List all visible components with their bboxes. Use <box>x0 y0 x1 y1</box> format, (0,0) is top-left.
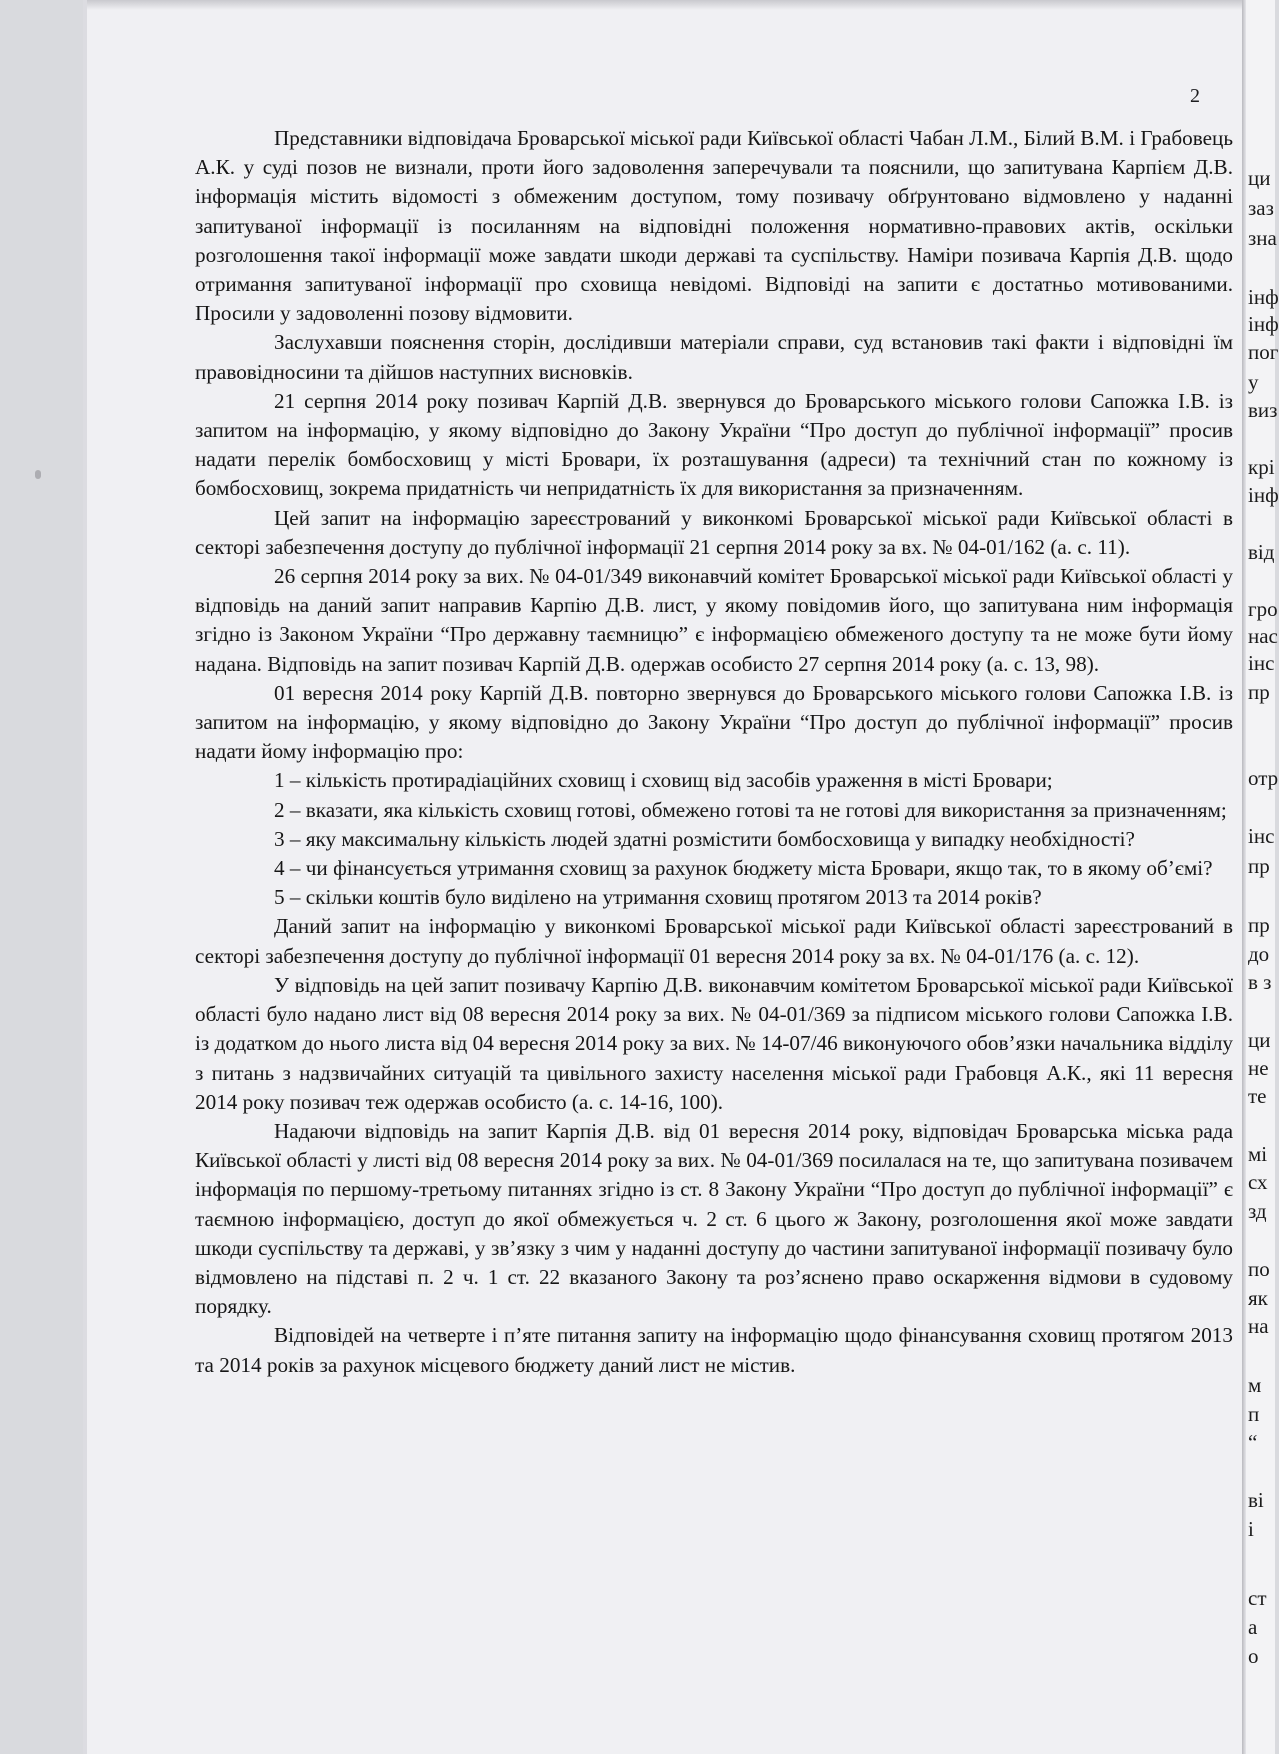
adjacent-text-fragment: інф <box>1248 483 1279 507</box>
list-item: 2 – вказати, яка кількість сховищ готові, обмежено готові та не готові для використання за призначенням; <box>274 797 1227 822</box>
list-item: 4 – чи фінансується утримання сховищ за рахунок бюджету міста Бровари, якщо так, то в якому об’ємі? <box>274 856 1213 881</box>
adjacent-text-fragment: ві <box>1248 1488 1264 1512</box>
adjacent-text-fragment: отр <box>1248 766 1279 790</box>
adjacent-text-fragment: сх <box>1248 1170 1268 1194</box>
paragraph: Даний запит на інформацію у виконкомі Броварської міської ради Київської області зареєстрований в секторі забезпечення доступу до публічної інформації 01 вересня 2014 року за вх. № 04-01/176 (а. с. 12). <box>195 914 1233 968</box>
adjacent-text-fragment: не <box>1248 1056 1269 1080</box>
adjacent-text-fragment: “ <box>1248 1430 1258 1454</box>
adjacent-text-fragment: на <box>1248 1314 1269 1338</box>
adjacent-text-fragment: до <box>1248 942 1270 966</box>
adjacent-text-fragment: те <box>1248 1084 1267 1108</box>
adjacent-text-fragment: у <box>1248 370 1259 394</box>
adjacent-text-fragment: ци <box>1248 1028 1271 1052</box>
scan-shadow <box>83 0 1242 10</box>
list-item: 1 – кількість протирадіаційних сховищ і сховищ від засобів ураження в місті Бровари; <box>274 768 1053 793</box>
adjacent-text-fragment: зд <box>1248 1199 1267 1223</box>
paragraph: 01 вересня 2014 року Карпій Д.В. повторно звернувся до Броварського міського голови Сапожка І.В. із запитом на інформацію, у якому відповідно до Закону України “Про доступ до публічної інформації” просив надати йому інформацію про: <box>195 680 1233 764</box>
adjacent-page-edge <box>1242 0 1279 1754</box>
paragraph: Заслухавши пояснення сторін, дослідивши матеріали справи, суд встановив такі факти і відповідні їм правовідносини та дійшов наступних висновків. <box>195 330 1233 384</box>
adjacent-text-fragment: гро <box>1248 597 1278 621</box>
paragraph: Цей запит на інформацію зареєстрований у виконкомі Броварської міської ради Київської області в секторі забезпечення доступу до публічної інформації 21 серпня 2014 року за вх. № 04-01/162 (а. с. 11). <box>195 505 1233 559</box>
adjacent-text-fragment: пр <box>1248 854 1270 878</box>
paragraph: У відповідь на цей запит позивачу Карпію Д.В. виконавчим комітетом Броварської міської ради Київської області було надано лист від 08 вересня 2014 року за вих. № 04-01/369 за підписом міського голови Сапожка І.В. із додатком до нього листа від 04 вересня 2014 року за вих. № 14-07/46 виконуючого обов’язки начальника відділу з питань з надзвичайних ситуацій та цивільного захисту населення міської ради Грабовця А.К., які 11 вересня 2014 року позивач теж одержав особисто (а. с. 14-16, 100). <box>195 972 1233 1114</box>
adjacent-text-fragment: інф <box>1248 312 1279 336</box>
adjacent-text-fragment: як <box>1248 1286 1268 1310</box>
adjacent-text-fragment: м <box>1248 1373 1262 1397</box>
adjacent-text-fragment: інс <box>1248 651 1275 675</box>
list-item: 3 – яку максимальну кількість людей здатні розмістити бомбосховища у випадку необхідності? <box>274 826 1135 851</box>
paragraph: Відповідей на четверте і п’яте питання запиту на інформацію щодо фінансування сховищ протягом 2013 та 2014 років за рахунок місцевого бюджету даний лист не містив. <box>195 1323 1233 1377</box>
adjacent-text-fragment: по <box>1248 1257 1270 1281</box>
page-edge <box>83 0 87 1754</box>
adjacent-text-fragment: заз <box>1248 196 1274 220</box>
page-fold <box>1242 0 1246 1754</box>
adjacent-text-fragment: пр <box>1248 680 1270 704</box>
adjacent-text-fragment: п <box>1248 1402 1260 1426</box>
adjacent-text-fragment: виз <box>1248 398 1278 422</box>
adjacent-text-fragment: інс <box>1248 824 1275 848</box>
paragraph: 26 серпня 2014 року за вих. № 04-01/349 виконавчий комітет Броварської міської ради Київської області у відповідь на даний запит направив Карпію Д.В. лист, у якому повідомив його, що запитувана ним інформація згідно із Законом України “Про державну таємницю” є інформацією обмеженого доступу та не може бути йому надана. Відповідь на запит позивач Карпій Д.В. одержав особисто 27 серпня 2014 року (а. с. 13, 98). <box>195 564 1233 676</box>
list-item: 5 – скільки коштів було виділено на утримання сховищ протягом 2013 та 2014 років? <box>274 885 1042 910</box>
adjacent-text-fragment: від <box>1248 540 1275 564</box>
paragraph: 21 серпня 2014 року позивач Карпій Д.В. звернувся до Броварського міського голови Сапожка І.В. із запитом на інформацію, у якому відповідно до Закону України “Про доступ до публічної інформації” просив надати перелік бомбосховищ у місті Бровари, їх розташування (адреси) та технічний стан по кожному із бомбосховищ, зокрема придатність чи непридатність їх для використання за призначенням. <box>195 388 1233 501</box>
paragraph: Надаючи відповідь на запит Карпія Д.В. від 01 вересня 2014 року, відповідач Броварська міська рада Київської області у листі від 08 вересня 2014 року за вих. № 04-01/369 посилалася на те, що запитувана позивачем інформація по першому-третьому питаннях згідно із ст. 8 Закону України “Про доступ до публічної інформації” є таємною інформацією, доступ до якої обмежується ч. 2 ст. 6 цього ж Закону, розголошення якої може завдати шкоди суспільству та державі, у зв’язку з чим у наданні доступу до частини запитуваної інформації позивачу було відмовлено на підставі п. 2 ч. 1 ст. 22 вказаного Закону та роз’яснено право оскарження відмови в судовому порядку. <box>195 1118 1233 1319</box>
document-page <box>83 0 1242 1754</box>
adjacent-text-fragment: крі <box>1248 455 1275 479</box>
adjacent-text-fragment: і <box>1248 1517 1254 1541</box>
adjacent-text-fragment: нас <box>1248 624 1278 648</box>
adjacent-text-fragment: в з <box>1248 970 1272 994</box>
adjacent-text-fragment: а <box>1248 1615 1258 1639</box>
document-body <box>195 124 1233 1380</box>
paragraph: Представники відповідача Броварської міської ради Київської області Чабан Л.М., Білий В.М. і Грабовець А.К. у суді позов не визнали, проти його задоволення заперечували та пояснили, що запитувана Карпієм Д.В. інформація містить відомості з обмеженим доступом, тому позивачу обґрунтовано відмовлено у наданні запитуваної інформації із посиланням на відповідні положення нормативно-правових актів, оскільки розголошення такої інформації може завдати шкоди державі та суспільству. Наміри позивача Карпія Д.В. щодо отримання запитуваної інформації про сховища невідомі. Відповіді на запити є достатньо мотивованими. Просили у задоволенні позову відмовити. <box>195 126 1233 326</box>
adjacent-text-fragment: пр <box>1248 913 1270 937</box>
adjacent-text-fragment: мі <box>1248 1142 1268 1166</box>
scan-speck <box>35 470 41 479</box>
page-number: 2 <box>1190 85 1200 107</box>
adjacent-text-fragment: ст <box>1248 1586 1267 1610</box>
adjacent-text-fragment: о <box>1248 1644 1259 1668</box>
adjacent-text-fragment: пог <box>1248 340 1279 364</box>
adjacent-text-fragment: зна <box>1248 226 1277 250</box>
adjacent-text-fragment: інф <box>1248 285 1279 309</box>
adjacent-text-fragment: ци <box>1248 166 1271 190</box>
